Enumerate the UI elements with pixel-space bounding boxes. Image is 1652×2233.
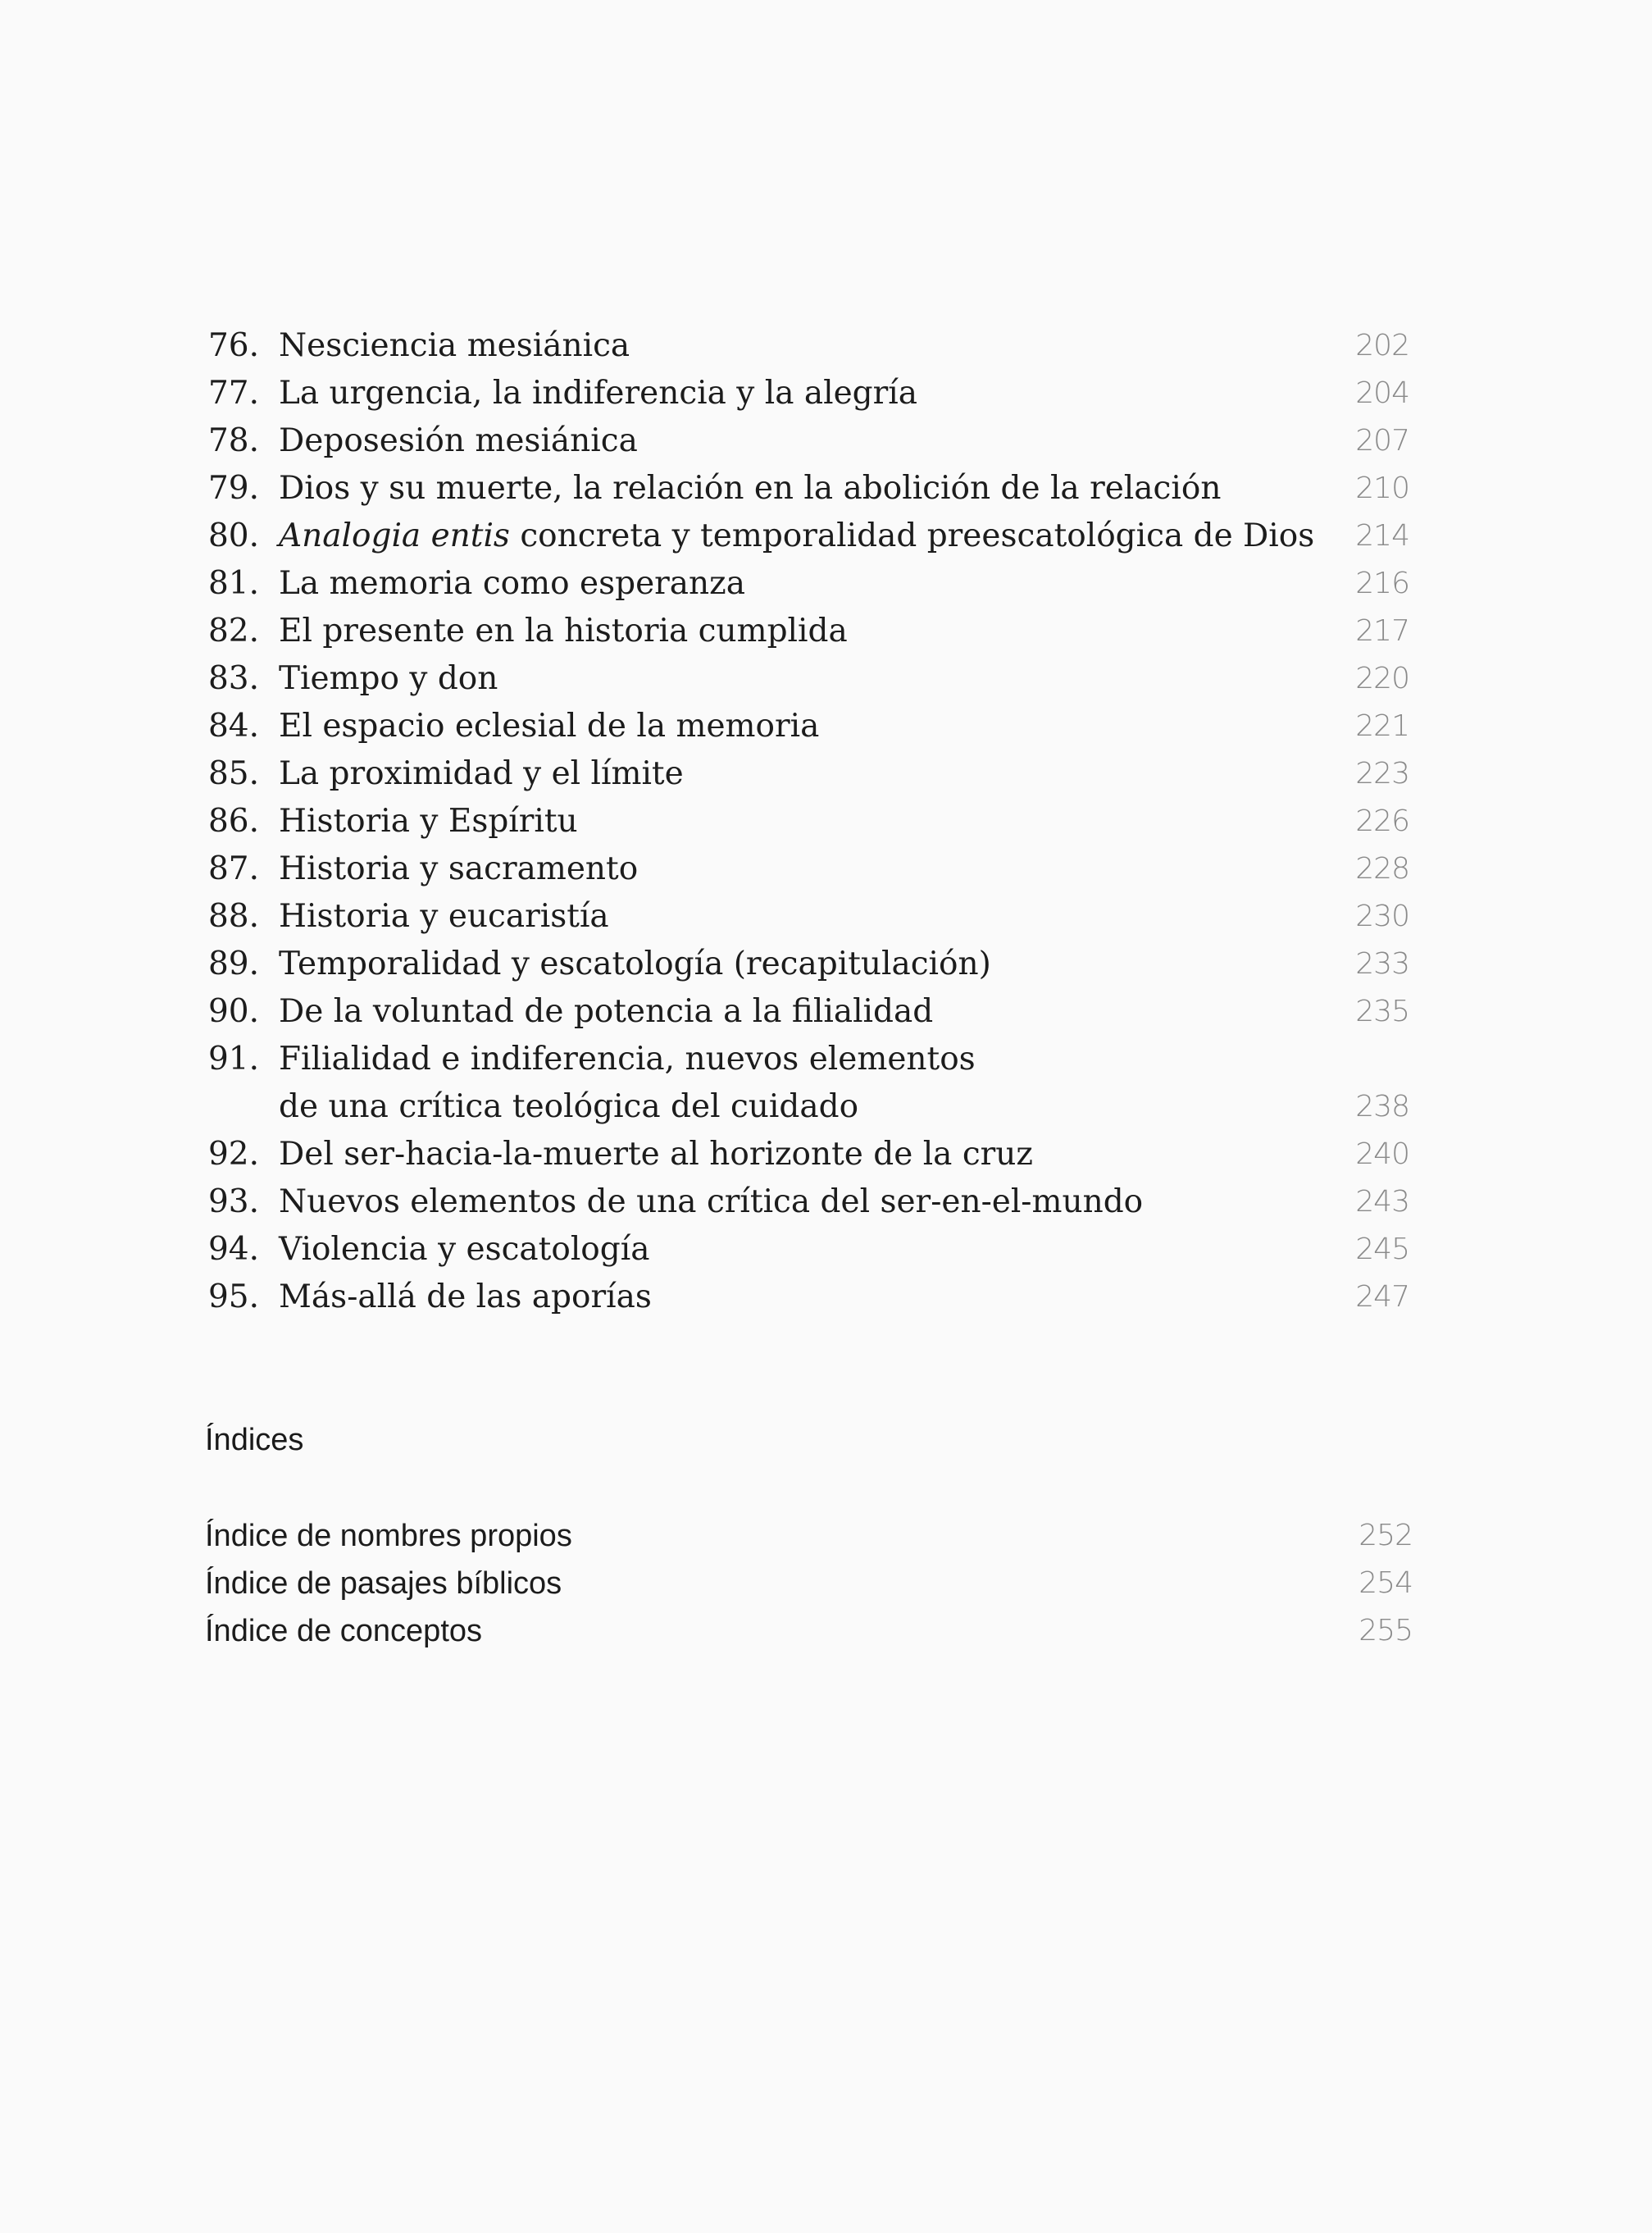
toc-entry-title: Tiempo y don <box>279 660 498 697</box>
toc-entry-title-italic: Analogia entis <box>279 517 510 554</box>
toc-entry-number: 90. <box>207 993 259 1030</box>
toc-entry-number: 79. <box>207 470 259 507</box>
toc-entry-page: 240 <box>1355 1137 1409 1171</box>
toc-entry <box>0 1226 1652 1274</box>
toc-entry-page: 223 <box>1355 757 1409 791</box>
toc-entry-number: 80. <box>207 517 259 554</box>
toc-entry-page: 226 <box>1355 804 1409 838</box>
toc-entry <box>0 845 1652 893</box>
toc-entry-number: 89. <box>207 946 259 982</box>
toc-entry-page: 217 <box>1355 614 1409 648</box>
toc-entry-title: Del ser-hacia-la-muerte al horizonte de la cruz <box>279 1136 1033 1173</box>
toc-entry-page: 228 <box>1355 852 1409 886</box>
toc-entry <box>0 941 1652 988</box>
toc-entry-page: 247 <box>1355 1280 1409 1314</box>
toc-entry-title <box>279 513 1314 560</box>
toc-entry-page: 233 <box>1355 947 1409 981</box>
toc-entry-number: 86. <box>207 803 259 840</box>
index-entry-page: 255 <box>1358 1614 1413 1647</box>
toc-entry-title: La urgencia, la indiferencia y la alegría <box>279 375 917 412</box>
toc-entry-page: 230 <box>1355 900 1409 933</box>
toc-entry-page: 245 <box>1355 1233 1409 1266</box>
toc-entry-title: Filialidad e indiferencia, nuevos elementos <box>279 1041 976 1078</box>
toc-entry <box>0 750 1652 798</box>
toc-entry <box>0 655 1652 703</box>
toc-entry <box>0 703 1652 750</box>
toc-entry-title: Historia y eucaristía <box>279 898 609 935</box>
index-entry <box>0 1607 1652 1655</box>
toc-entry-page: 238 <box>1355 1090 1409 1123</box>
toc-entry-title: Violencia y escatología <box>279 1231 650 1268</box>
toc-entry <box>0 370 1652 417</box>
toc-entry-number: 77. <box>207 375 259 412</box>
toc-entry-continuation <box>0 1083 1652 1131</box>
toc-entry <box>0 893 1652 941</box>
toc-entry-page: 202 <box>1355 329 1409 362</box>
toc-entry-number: 87. <box>207 850 259 887</box>
toc-entry-number: 91. <box>207 1041 259 1078</box>
toc-entry <box>0 608 1652 655</box>
section-heading-indices: Índices <box>205 1423 304 1457</box>
toc-entry-page: 210 <box>1355 472 1409 505</box>
toc-entry <box>0 798 1652 845</box>
toc-entry-number: 83. <box>207 660 259 697</box>
toc-entry-number: 76. <box>207 327 259 364</box>
index-entry-title: Índice de conceptos <box>205 1614 483 1648</box>
toc-entry-number: 85. <box>207 755 259 792</box>
index-entry-page: 254 <box>1358 1566 1413 1600</box>
toc-entry <box>0 1178 1652 1226</box>
toc-entry-title: Deposesión mesiánica <box>279 422 638 459</box>
toc-entry-number: 81. <box>207 565 259 602</box>
toc-entry-title: Dios y su muerte, la relación en la abolición de la relación <box>279 470 1222 507</box>
toc-entry <box>0 1274 1652 1321</box>
toc-entry-page: 221 <box>1355 709 1409 743</box>
toc-entry-page: 214 <box>1355 519 1409 553</box>
toc-entry-page: 204 <box>1355 376 1409 410</box>
toc-entry-page: 220 <box>1355 662 1409 695</box>
toc-entry-number: 92. <box>207 1136 259 1173</box>
toc-entry-title: Nesciencia mesiánica <box>279 327 630 364</box>
toc-entry <box>0 1131 1652 1178</box>
toc-entry-title: De la voluntad de potencia a la filialidad <box>279 993 934 1030</box>
toc-entry-title: Más-allá de las aporías <box>279 1278 652 1315</box>
toc-entry-title: El espacio eclesial de la memoria <box>279 708 820 745</box>
toc-entry <box>0 560 1652 608</box>
toc-entry-title: La proximidad y el límite <box>279 755 684 792</box>
toc-entry <box>0 988 1652 1036</box>
toc-entry-title: Historia y Espíritu <box>279 803 578 840</box>
index-entry <box>0 1512 1652 1560</box>
toc-entry-page: 207 <box>1355 424 1409 458</box>
index-entry-title: Índice de pasajes bíblicos <box>205 1566 562 1601</box>
toc-entry-number: 94. <box>207 1231 259 1268</box>
toc-entry-number: 84. <box>207 708 259 745</box>
toc-entry-page: 235 <box>1355 995 1409 1028</box>
toc-entry-title: Historia y sacramento <box>279 850 639 887</box>
toc-entry <box>0 417 1652 465</box>
toc-entry-title: El presente en la historia cumplida <box>279 613 848 649</box>
toc-entry-number: 95. <box>207 1278 259 1315</box>
index-entry <box>0 1560 1652 1607</box>
toc-entry-number: 88. <box>207 898 259 935</box>
toc-entry-number: 78. <box>207 422 259 459</box>
toc-entry-title: Nuevos elementos de una crítica del ser-en-el-mundo <box>279 1183 1144 1220</box>
toc-entry-page: 216 <box>1355 567 1409 600</box>
toc-entry-title-continuation: de una crítica teológica del cuidado <box>279 1088 859 1125</box>
toc-entry-number: 93. <box>207 1183 259 1220</box>
toc-entry <box>0 322 1652 370</box>
toc-entry <box>0 465 1652 513</box>
toc-entry-title-rest: concreta y temporalidad preescatológica de Dios <box>509 517 1315 554</box>
toc-entry <box>0 513 1652 560</box>
toc-entry-number: 82. <box>207 613 259 649</box>
toc-entry-title: La memoria como esperanza <box>279 565 745 602</box>
toc-entry <box>0 1036 1652 1083</box>
index-entry-title: Índice de nombres propios <box>205 1519 572 1553</box>
toc-entry-page: 243 <box>1355 1185 1409 1219</box>
index-entry-page: 252 <box>1358 1519 1413 1552</box>
toc-entry-title: Temporalidad y escatología (recapitulación) <box>279 946 991 982</box>
